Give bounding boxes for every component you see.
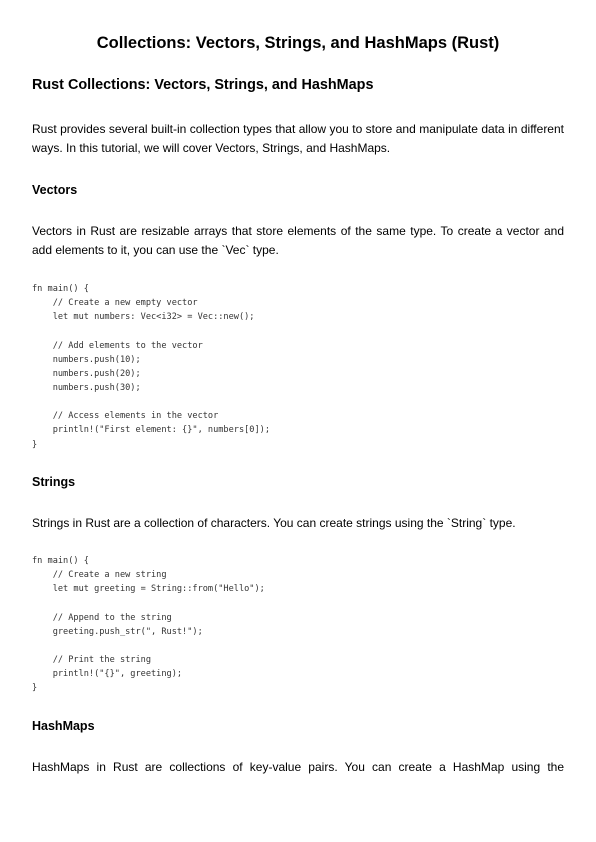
section-text-hashmaps: HashMaps in Rust are collections of key-value pairs. You can create a HashMap using the [32,760,564,774]
code-line: // Print the string [32,654,151,665]
code-block-vectors [32,282,270,452]
code-line: println!("{}", greeting); [32,669,183,680]
section-text-vectors: Vectors in Rust are resizable arrays that store elements of the same type. To create a vector and add elements to it, you can use the `Vec` type. [32,224,564,257]
code-block-strings [32,554,265,695]
code-line: // Create a new empty vector [32,298,198,309]
code-line: // Append to the string [32,612,172,623]
document-title: Collections: Vectors, Strings, and HashMaps (Rust) [96,34,500,52]
code-line: } [32,683,38,694]
code-line: numbers.push(20); [32,368,141,379]
code-line: println!("First element: {}", numbers[0]); [32,425,270,436]
section-heading-hashmaps: HashMaps [32,719,95,733]
section-heading-strings: Strings [32,475,76,489]
code-line [32,596,265,610]
code-line: greeting.push_str(", Rust!"); [32,626,203,637]
code-line: numbers.push(10); [32,354,141,365]
section-heading-vectors: Vectors [32,183,78,197]
code-line [32,324,270,338]
intro-paragraph: Rust provides several built-in collection types that allow you to store and manipulate data in different ways. In this tutorial, we will cover Vectors, Strings, and HashMaps. [32,122,564,155]
code-line: let mut greeting = String::from("Hello"); [32,584,265,595]
code-line [32,395,270,409]
code-line [32,639,265,653]
code-line: } [32,439,38,450]
code-line: fn main() { [32,284,89,294]
code-line: // Create a new string [32,570,167,581]
code-line: // Access elements in the vector [32,411,219,422]
code-line: fn main() { [32,556,89,566]
code-line: let mut numbers: Vec<i32> = Vec::new(); [32,312,255,323]
section-text-strings: Strings in Rust are a collection of characters. You can create strings using the `String` type. [32,516,516,530]
main-heading: Rust Collections: Vectors, Strings, and HashMaps [32,77,374,93]
code-line: // Add elements to the vector [32,340,203,351]
code-line: numbers.push(30); [32,382,141,393]
